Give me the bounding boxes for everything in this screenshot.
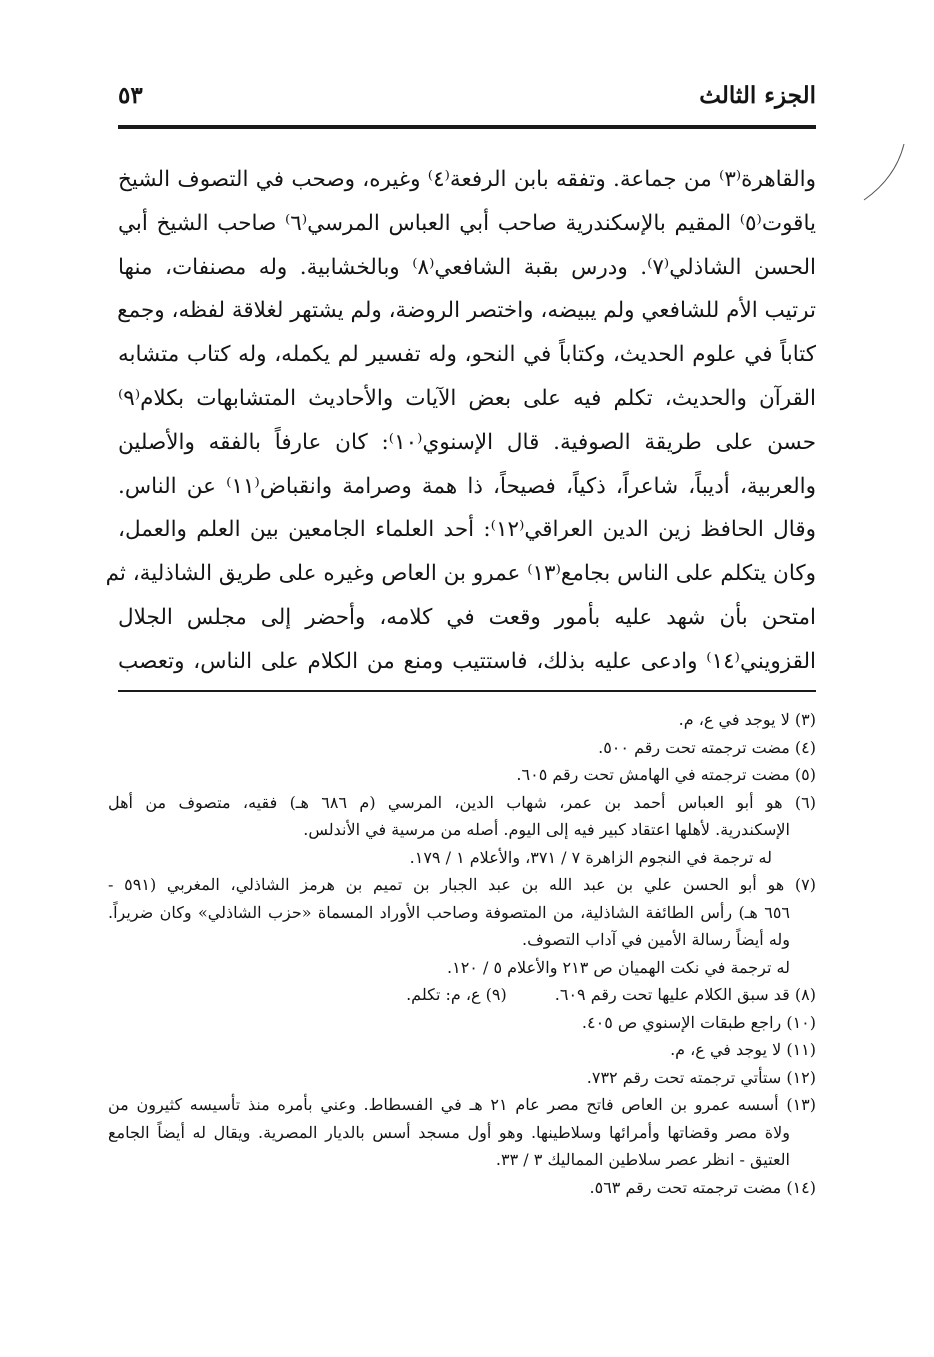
text-line: وكان يتكلم على الناس بجامع⁽١٣⁾ عمرو بن العاص وغيره على طريق الشاذلية، ثم [105, 561, 816, 587]
footnote-line: العتيق - انظر عصر سلاطين المماليك ٣ / ٣٣. [495, 1150, 790, 1169]
footnotes [108, 706, 816, 1201]
text-line: وقال الحافظ زين الدين العراقي⁽١٢⁾: أحد العلماء الجامعين بين العلم والعمل، [118, 517, 816, 543]
text-line: الحسن الشاذلي⁽٧⁾. ودرس بقبة الشافعي⁽٨⁾ وبالخشابية. وله مصنفات، منها [118, 254, 816, 280]
chapter-title: الجزء الثالث [699, 82, 816, 109]
text-line: القزويني⁽١٤⁾ وادعى عليه بذلك، فاستتيب ومنع من الكلام على الناس، وتعصب [118, 648, 816, 674]
footnote-line: (٥) مضت ترجمته في الهامش تحت رقم ٦٠٥. [516, 765, 816, 784]
footnote-line: الإسكندرية. لأهلها اعتقاد كبير فيه إلى اليوم. أصله من مرسية في الأندلس. [303, 820, 790, 839]
footnote-line: (٦) هو أبو العباس أحمد بن عمر، شهاب الدين، المرسي (م ٦٨٦ هـ) فقيه، متصوف من أهل [108, 792, 816, 812]
footnote-line: ولاة مصر وقضاتها وأمرائها وسلاطينها. وهو أول مسجد أسس بالديار المصرية. ويقال له أيضاً الجامع [108, 1122, 790, 1142]
text-line: كتاباً في علوم الحديث، وكتاباً في النحو، وله تفسير لم يكمله، وله كتاب متشابه [118, 342, 816, 368]
running-header [118, 78, 816, 114]
footnote-line: (١٣) أسسه عمرو بن العاص فاتح مصر عام ٢١ هـ في الفسطاط. وعني بأمره منذ تأسيسه كثيرون من [108, 1095, 816, 1114]
footnote-line: وله أيضاً رسالة الأمين في آداب التصوف. [522, 930, 790, 949]
text-line: القرآن والحديث، تكلم فيه على بعض الآيات والأحاديث المتشابهات بكلام⁽٩⁾ [118, 385, 816, 411]
main-text [105, 158, 816, 684]
footnote-line: ٦٥٦ هـ) رأس الطائفة الشاذلية، من المتصوفة وصاحب الأوراد المسماة «حزب الشاذلي» وكان ضريراً. [108, 902, 790, 922]
footnote-line: (١٤) مضت ترجمته تحت رقم ٥٦٣. [589, 1177, 816, 1197]
page-number: ٥٣ [118, 82, 143, 109]
text-line: والقاهرة⁽٣⁾ من جماعة. وتفقه بابن الرفعة⁽٤⁾ وغيره، وصحب في التصوف الشيخ [118, 167, 816, 192]
footnote-line: (١٠) راجع طبقات الإسنوي ص ٤٠٥. [581, 1012, 816, 1032]
text-line: ترتيب الأم للشافعي ولم يبيضه، واختصر الروضة، ولم يشتهر لغلاقة لفظه، وجمع [117, 298, 816, 324]
footnote-line: (٤) مضت ترجمته تحت رقم ٥٠٠. [598, 737, 816, 757]
footnote-line: (٩) ع، م: تكلم. [406, 985, 507, 1004]
text-line: حسن على طريقة الصوفية. قال الإسنوي⁽١٠⁾: كان عارفاً بالفقه والأصلين [118, 429, 816, 455]
footnote-line: (٣) لا يوجد في ع، م. [678, 710, 816, 729]
footnote-line: (١١) لا يوجد في ع، م. [670, 1040, 816, 1059]
footnote-separator [118, 690, 816, 692]
footnote-line-pair [108, 981, 816, 1009]
footnote-line: له ترجمة في النجوم الزاهرة ٧ / ٣٧١، والأعلام ١ / ١٧٩. [409, 847, 772, 867]
footnote-line: (٨) قد سبق الكلام عليها تحت رقم ٦٠٩. [554, 985, 816, 1004]
margin-pencil-stroke [862, 142, 906, 202]
footnote-line: (٧) هو أبو الحسن علي بن عبد الله بن عبد الجبار بن تميم بن هرمز الشاذلي، المغربي (٥٩١ - [108, 875, 816, 894]
text-line: والعربية، أديباً، شاعراً، ذكياً، فصيحاً، ذا همة وصرامة وانقباض⁽١١⁾ عن الناس. [118, 473, 816, 499]
header-rule [118, 125, 816, 129]
text-line: امتحن بأن شهد عليه بأمور وقعت في كلامه، وأحضر إلى مجلس الجلال [118, 604, 816, 630]
footnote-line: له ترجمة في نكت الهميان ص ٢١٣ والأعلام ٥ / ١٢٠. [447, 957, 790, 977]
footnote-line: (١٢) ستأتي ترجمته تحت رقم ٧٣٢. [586, 1067, 816, 1087]
text-line: ياقوت⁽٥⁾ المقيم بالإسكندرية صاحب أبي العباس المرسي⁽٦⁾ صاحب الشيخ أبي [118, 210, 816, 236]
